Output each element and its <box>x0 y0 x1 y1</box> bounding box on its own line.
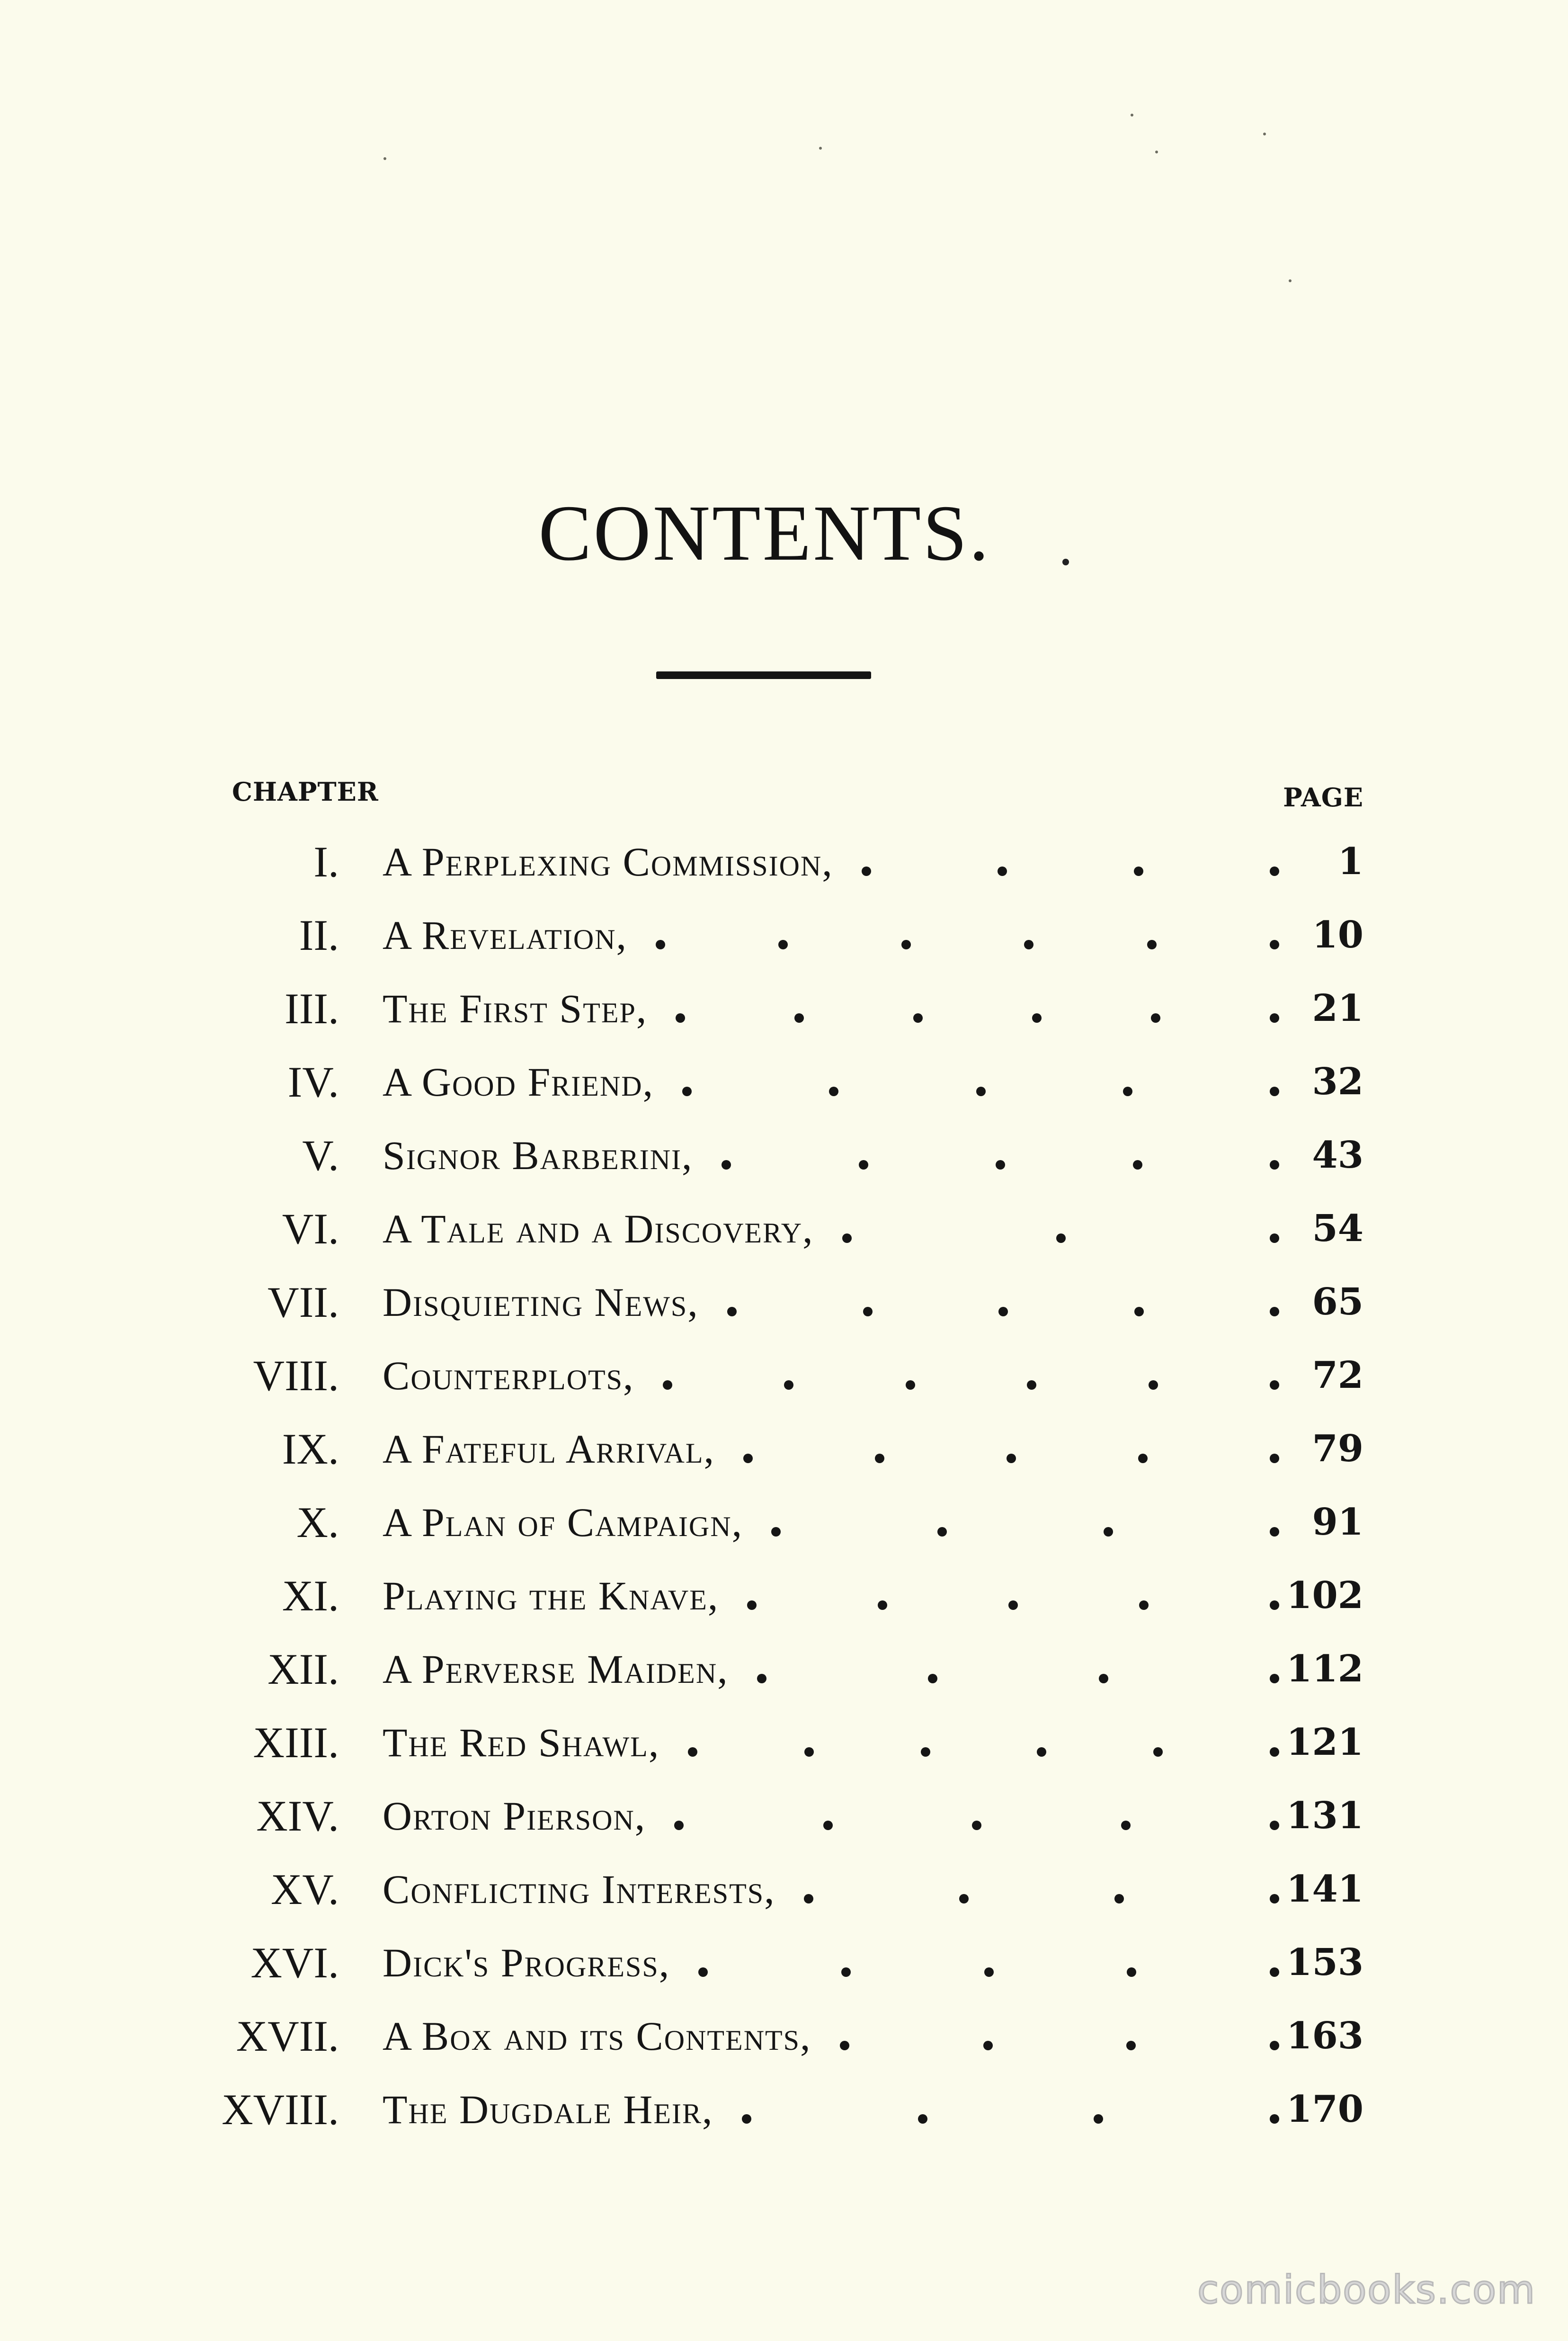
leader-dot <box>1099 1674 1108 1683</box>
toc-row <box>0 1347 1568 1421</box>
leader-dot <box>863 1307 873 1316</box>
toc-row <box>0 1200 1568 1274</box>
dot-leader <box>742 2081 1279 2138</box>
leader-dot <box>804 1894 813 1903</box>
chapter-number: XV. <box>270 1865 339 1913</box>
leader-dot <box>688 1747 697 1757</box>
dot-leader <box>722 1127 1279 1184</box>
leader-dot <box>742 2114 751 2124</box>
dot-leader <box>676 980 1279 1037</box>
leader-dot <box>983 2041 993 2050</box>
leader-dot <box>928 1674 937 1683</box>
leader-dot <box>906 1380 915 1390</box>
leader-dot <box>937 1527 947 1537</box>
dot-leader <box>757 1641 1279 1698</box>
leader-dot <box>1270 1307 1279 1316</box>
leader-dot <box>1270 1160 1279 1170</box>
leader-dot <box>1133 1160 1142 1170</box>
page-number: 65 <box>1312 1280 1363 1323</box>
chapter-number: VIII. <box>253 1351 339 1400</box>
chapter-title: A Tale and a Discovery, <box>383 1206 814 1251</box>
page-number: 131 <box>1286 1794 1363 1837</box>
toc-row <box>0 1714 1568 1787</box>
leader-dot <box>1270 2114 1279 2124</box>
chapter-number: VII. <box>267 1278 339 1326</box>
leader-dot <box>1270 1894 1279 1903</box>
leader-dot <box>682 1087 692 1096</box>
leader-dot <box>1270 1821 1279 1830</box>
leader-dot <box>1007 1454 1016 1463</box>
chapter-number: XIV. <box>256 1792 339 1840</box>
chapter-title: Conflicting Interests, <box>383 1867 775 1912</box>
page-column-header: PAGE <box>1283 782 1363 813</box>
chapter-title: The Dugdale Heir, <box>383 2087 713 2132</box>
leader-dot <box>998 1307 1008 1316</box>
leader-dot <box>841 1967 851 1977</box>
toc-row <box>0 1861 1568 1934</box>
leader-dot <box>862 867 871 876</box>
leader-dot <box>676 1013 685 1023</box>
page-number: 141 <box>1286 1867 1363 1911</box>
page-number: 163 <box>1286 2014 1363 2057</box>
leader-dot <box>823 1821 833 1830</box>
leader-dot <box>722 1160 731 1170</box>
toc-row <box>0 833 1568 907</box>
dot-leader <box>842 1200 1279 1257</box>
leader-dot <box>1139 1600 1149 1610</box>
toc-row <box>0 1641 1568 1714</box>
dot-leader <box>727 1274 1279 1331</box>
toc-row <box>0 1494 1568 1567</box>
chapter-number: XVII. <box>236 2012 339 2060</box>
leader-dot <box>747 1600 757 1610</box>
chapter-number: XVI. <box>250 1939 339 1987</box>
page-number: 32 <box>1312 1060 1363 1103</box>
leader-dot <box>996 1160 1005 1170</box>
leader-dot <box>771 1527 781 1537</box>
leader-dot <box>1149 1380 1158 1390</box>
leader-dot <box>656 940 665 949</box>
leader-dot <box>1270 1380 1279 1390</box>
page-number: 21 <box>1312 987 1363 1030</box>
chapter-title: A Plan of Campaign, <box>383 1500 743 1545</box>
dot-leader <box>743 1421 1279 1477</box>
dot-leader <box>862 833 1279 890</box>
leader-dot <box>976 1087 986 1096</box>
dot-leader <box>804 1861 1279 1918</box>
chapter-title: A Good Friend, <box>383 1059 654 1105</box>
chapter-title: Orton Pierson, <box>383 1793 646 1839</box>
leader-dot <box>698 1967 708 1977</box>
leader-dot <box>1037 1747 1046 1757</box>
leader-dot <box>829 1087 838 1096</box>
dot-leader <box>688 1714 1279 1771</box>
chapter-title: The First Step, <box>383 986 648 1031</box>
chapter-number: XI. <box>282 1572 339 1620</box>
page-number: 153 <box>1286 1941 1363 1984</box>
leader-dot <box>918 2114 927 2124</box>
chapter-title: The Red Shawl, <box>383 1720 660 1765</box>
leader-dot <box>875 1454 884 1463</box>
leader-dot <box>1134 867 1143 876</box>
chapter-title: A Revelation, <box>383 912 627 958</box>
page-number: 10 <box>1312 913 1363 956</box>
leader-dot <box>1270 1967 1279 1977</box>
dot-leader <box>682 1054 1279 1110</box>
page-number: 79 <box>1312 1427 1363 1470</box>
leader-dot <box>1126 2041 1136 2050</box>
dot-leader <box>663 1347 1279 1404</box>
toc-row <box>0 1274 1568 1347</box>
leader-dot <box>921 1747 930 1757</box>
leader-dot <box>1270 1527 1279 1537</box>
leader-dot <box>727 1307 737 1316</box>
dot-leader <box>674 1787 1279 1844</box>
leader-dot <box>674 1821 684 1830</box>
dot-leader <box>840 2008 1279 2064</box>
chapter-number: XII. <box>267 1645 339 1693</box>
chapter-number: V. <box>302 1131 339 1179</box>
page-number: 72 <box>1312 1354 1363 1397</box>
page-number: 170 <box>1286 2088 1363 2131</box>
chapter-title: Signor Barberini, <box>383 1133 693 1178</box>
dot-leader <box>656 907 1279 964</box>
leader-dot <box>1094 2114 1103 2124</box>
page-number: 91 <box>1312 1501 1363 1544</box>
leader-dot <box>842 1233 852 1243</box>
leader-dot <box>1270 940 1279 949</box>
chapter-number: X. <box>296 1498 339 1546</box>
leader-dot <box>959 1894 969 1903</box>
chapter-title: A Perverse Maiden, <box>383 1646 729 1692</box>
toc-row <box>0 980 1568 1054</box>
leader-dot <box>1024 940 1033 949</box>
leader-dot <box>1270 1747 1279 1757</box>
leader-dot <box>1127 1967 1136 1977</box>
toc-row <box>0 2008 1568 2081</box>
leader-dot <box>1008 1600 1018 1610</box>
leader-dot <box>1270 1600 1279 1610</box>
leader-dot <box>972 1821 981 1830</box>
leader-dot <box>743 1454 753 1463</box>
title-rule <box>656 671 871 679</box>
leader-dot <box>1104 1527 1113 1537</box>
leader-dot <box>1270 1087 1279 1096</box>
leader-dot <box>1147 940 1157 949</box>
leader-dot <box>859 1160 868 1170</box>
chapter-number: I. <box>313 838 339 886</box>
leader-dot <box>913 1013 923 1023</box>
chapter-number: II. <box>299 911 339 959</box>
chapter-number: XVIII. <box>222 2085 339 2134</box>
toc-row <box>0 1421 1568 1494</box>
leader-dot <box>1270 1674 1279 1683</box>
page-number: 112 <box>1286 1647 1363 1690</box>
toc-row <box>0 1567 1568 1641</box>
chapter-title: Playing the Knave, <box>383 1573 719 1618</box>
leader-dot <box>794 1013 804 1023</box>
chapter-number: III. <box>285 984 339 1033</box>
chapter-title: A Box and its Contents, <box>383 2013 811 2059</box>
leader-dot <box>840 2041 849 2050</box>
leader-dot <box>1114 1894 1124 1903</box>
leader-dot <box>1270 1013 1279 1023</box>
leader-dot <box>804 1747 814 1757</box>
leader-dot <box>1270 1233 1279 1243</box>
chapter-number: IV. <box>287 1058 339 1106</box>
leader-dot <box>1153 1747 1163 1757</box>
leader-dot <box>1032 1013 1042 1023</box>
chapter-number: VI. <box>282 1205 339 1253</box>
chapter-title: Disquieting News, <box>383 1279 699 1325</box>
toc-row <box>0 907 1568 980</box>
toc-row <box>0 1934 1568 2008</box>
toc-row <box>0 1787 1568 1861</box>
leader-dot <box>778 940 788 949</box>
leader-dot <box>757 1674 766 1683</box>
leader-dot <box>1270 1454 1279 1463</box>
toc-row <box>0 2081 1568 2154</box>
leader-dot <box>1134 1307 1144 1316</box>
chapter-column-header: CHAPTER <box>232 777 379 807</box>
dot-leader <box>771 1494 1279 1551</box>
leader-dot <box>1270 2041 1279 2050</box>
leader-dot <box>1027 1380 1036 1390</box>
chapter-number: XIII. <box>253 1718 339 1767</box>
toc-row <box>0 1054 1568 1127</box>
page-number: 102 <box>1286 1574 1363 1617</box>
leader-dot <box>901 940 911 949</box>
chapter-title: A Perplexing Commission, <box>383 839 833 885</box>
leader-dot <box>1056 1233 1066 1243</box>
table-of-contents <box>0 833 1568 2154</box>
watermark: comicbooks.com <box>1197 2268 1536 2313</box>
page-number: 121 <box>1286 1721 1363 1764</box>
chapter-number: IX. <box>282 1425 339 1473</box>
chapter-title: Counterplots, <box>383 1353 634 1398</box>
leader-dot <box>1151 1013 1160 1023</box>
toc-row <box>0 1127 1568 1200</box>
page-number: 54 <box>1312 1207 1363 1250</box>
leader-dot <box>663 1380 672 1390</box>
leader-dot <box>1270 867 1279 876</box>
page-title: CONTENTS. <box>538 489 991 577</box>
chapter-title: A Fateful Arrival, <box>383 1426 715 1472</box>
leader-dot <box>984 1967 994 1977</box>
leader-dot <box>878 1600 887 1610</box>
page-number: 1 <box>1337 840 1363 883</box>
leader-dot <box>1138 1454 1148 1463</box>
chapter-title: Dick's Progress, <box>383 1940 670 1985</box>
leader-dot <box>784 1380 793 1390</box>
page-number: 43 <box>1312 1134 1363 1177</box>
leader-dot <box>1123 1087 1132 1096</box>
leader-dot <box>1121 1821 1131 1830</box>
dot-leader <box>747 1567 1279 1624</box>
dot-leader <box>698 1934 1279 1991</box>
leader-dot <box>998 867 1007 876</box>
